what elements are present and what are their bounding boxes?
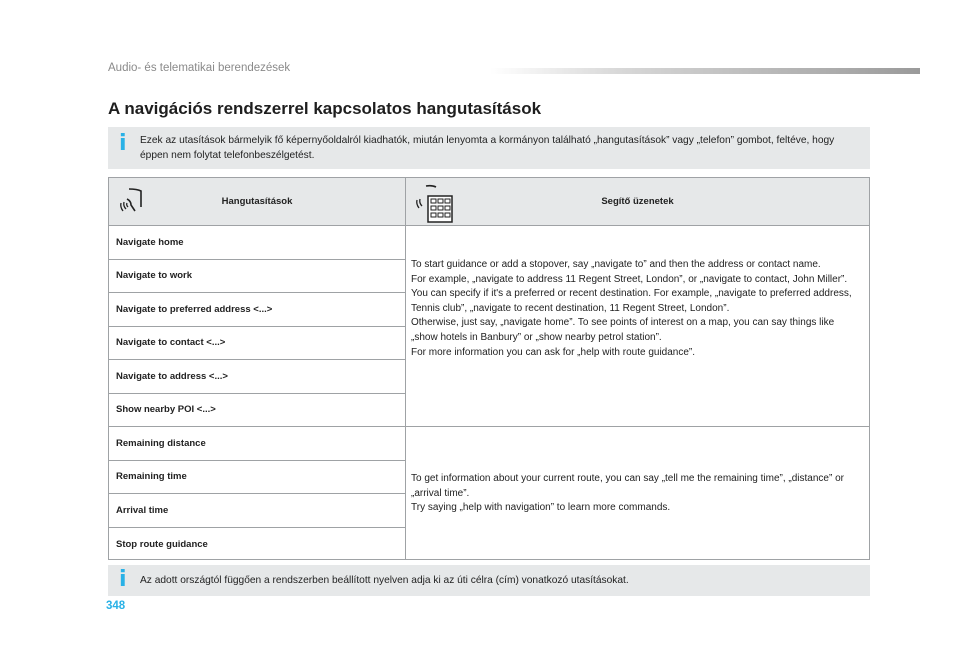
- help-text: [411, 258, 859, 360]
- table-header-help: [405, 178, 869, 225]
- voice-commands-table: [108, 177, 870, 560]
- info-icon: i: [119, 567, 127, 592]
- table-row: Show nearby POI <...>: [109, 394, 405, 428]
- table-row: Remaining time: [109, 461, 405, 495]
- help-cell-route-info: [405, 427, 869, 559]
- help-cell-navigation: [405, 226, 869, 427]
- help-line: Try saying „help with navigation” to learn more commands.: [411, 502, 671, 514]
- help-line: For more information you can ask for „help with route guidance”.: [411, 346, 696, 358]
- help-line: To start guidance or add a stopover, say „navigate to” and then the address or contact name.: [411, 259, 821, 270]
- table-header-commands: [109, 178, 405, 225]
- table-row: Navigate to contact <...>: [109, 327, 405, 361]
- voice-command-icon: [117, 185, 149, 217]
- info-box-bottom: [108, 565, 870, 596]
- help-line: You can specify if it's a preferred or recent destination. For example, „navigate to preferred address, Tennis club”, „navigate to recent destination, 11 Regent Street, London”.: [411, 288, 852, 314]
- table-row: Navigate to address <...>: [109, 360, 405, 394]
- page-title: A navigációs rendszerrel kapcsolatos hangutasítások: [108, 99, 542, 118]
- table-row: Navigate to work: [109, 260, 405, 294]
- voice-help-keypad-icon: [414, 182, 454, 224]
- table-row: Navigate home: [109, 226, 405, 260]
- column-header-label: Segítő üzenetek: [601, 196, 674, 207]
- info-text-top: Ezek az utasítások bármelyik fő képernyőoldalról kiadhatók, miután lenyomta a kormányon található „hangutasítások” vagy „telefon” gombot, feltéve, hogy éppen nem folytat telefonbeszélgetést.: [140, 135, 835, 161]
- help-line: To get information about your current route, you can say „tell me the remaining time”, „distance” or „arrival time”.: [411, 473, 844, 499]
- table-row: Remaining distance: [109, 427, 405, 461]
- table-row: Stop route guidance: [116, 538, 208, 550]
- column-header-label: Hangutasítások: [221, 196, 293, 207]
- table-header: [109, 178, 869, 226]
- info-box-top: [108, 127, 870, 169]
- help-line: For example, „navigate to address 11 Regent Street, London”, or „navigate to contact, John Miller”.: [411, 273, 848, 285]
- section-title: Audio- és telematikai berendezések: [108, 62, 291, 74]
- info-icon: i: [119, 131, 127, 156]
- page-number: 348: [106, 600, 126, 612]
- help-line: Otherwise, just say, „navigate home”. To see points of interest on a map, you can say things like „show hotels in Banbury” or „show nearby petrol station”.: [411, 317, 835, 343]
- info-text-bottom: Az adott országtól függően a rendszerben beállított nyelven adja ki az úti célra (cím) vonatkozó utasításokat.: [140, 575, 629, 586]
- header-divider-bar: [490, 68, 920, 74]
- commands-column: [109, 226, 405, 561]
- table-row: Arrival time: [109, 494, 405, 528]
- help-text: [411, 472, 859, 516]
- table-row: Navigate to preferred address <...>: [109, 293, 405, 327]
